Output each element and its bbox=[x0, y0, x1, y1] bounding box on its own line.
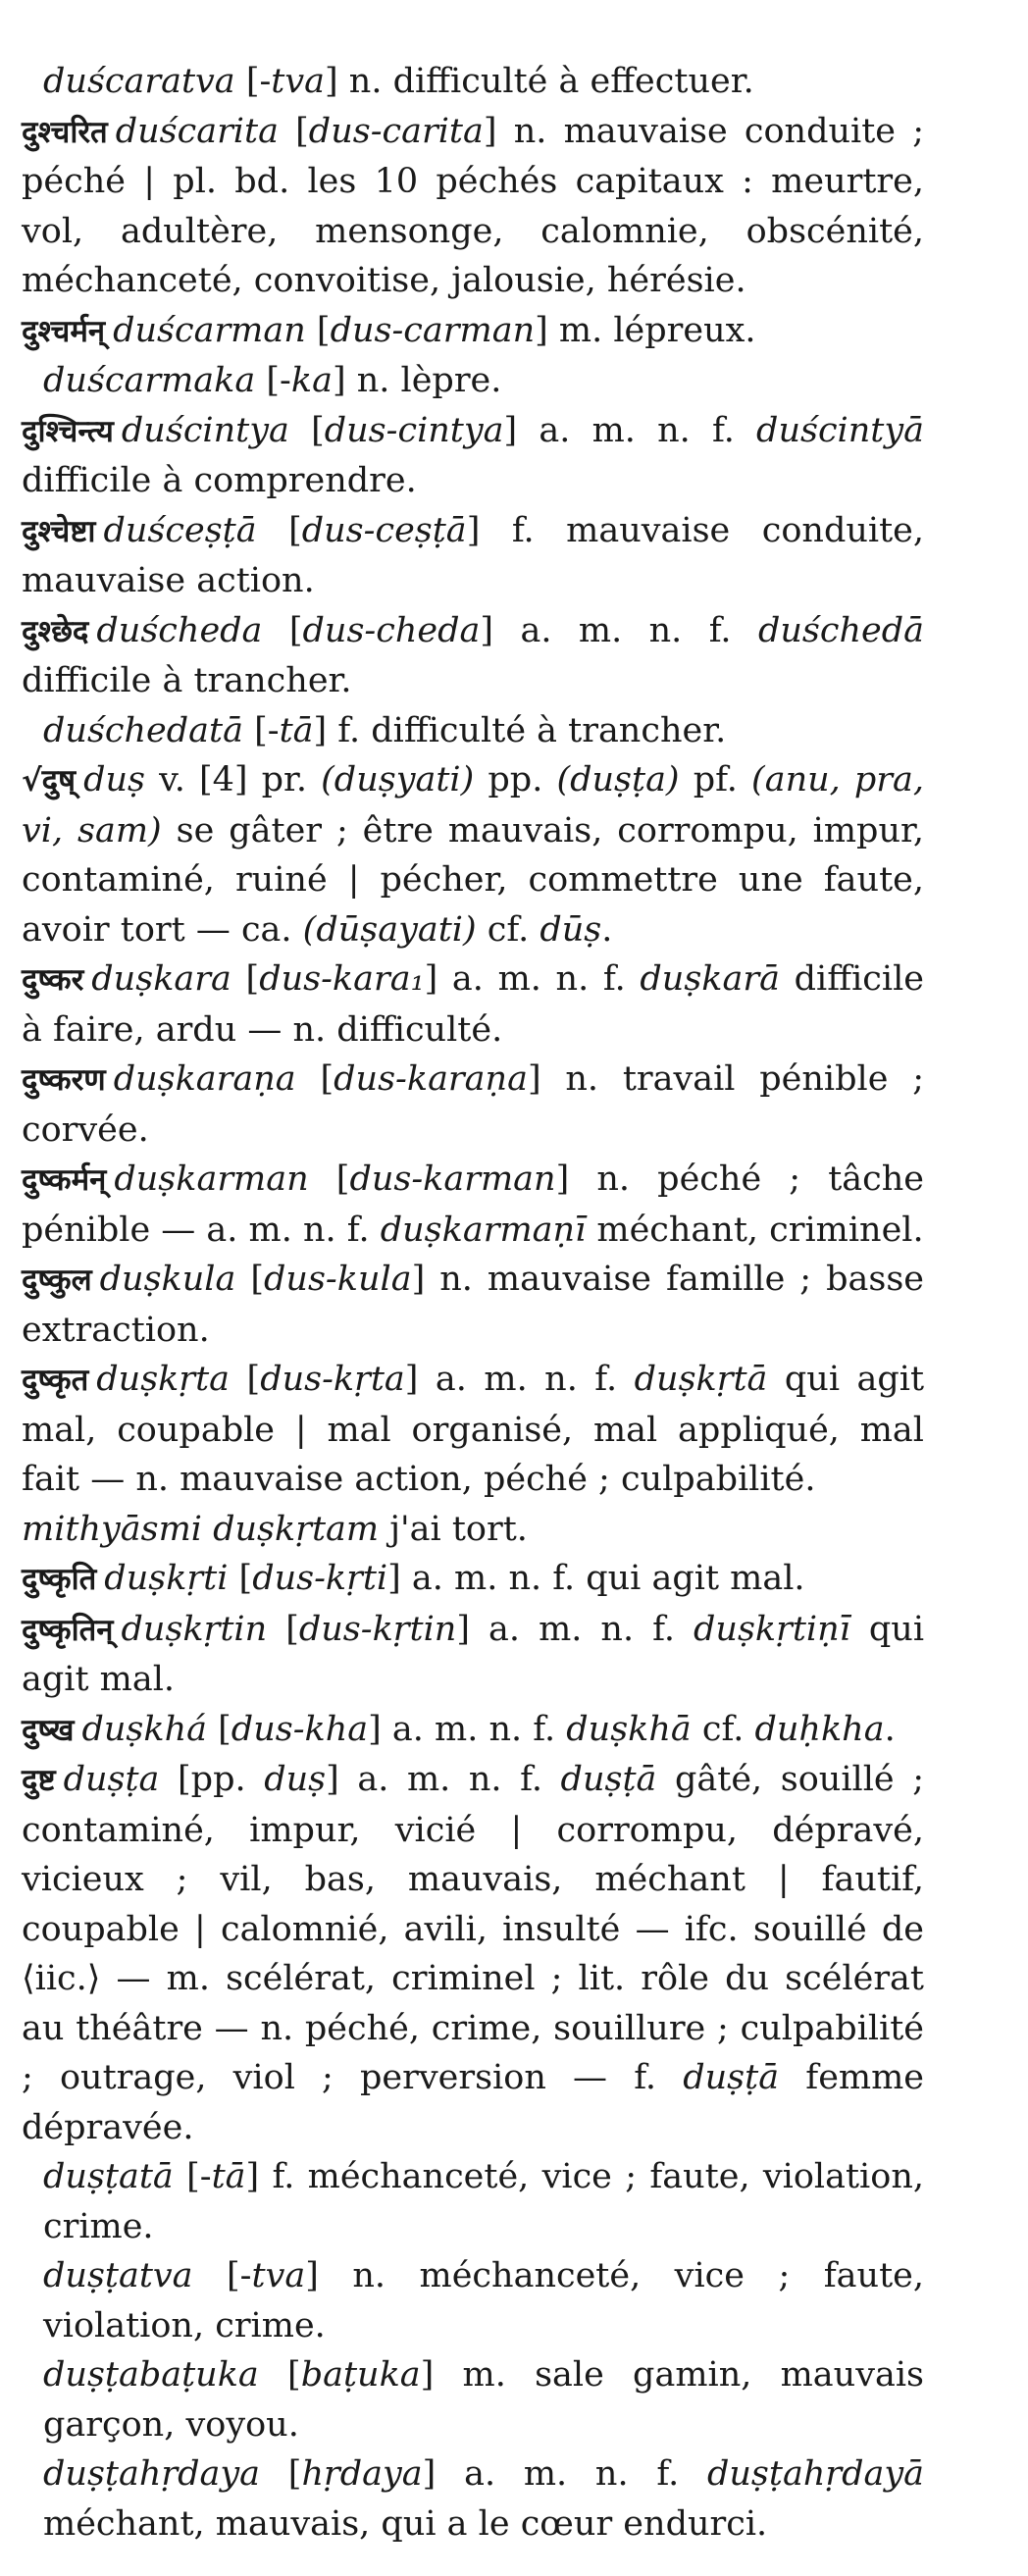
devanagari-headword: दुष्कृतिन् bbox=[22, 1612, 114, 1648]
sub-entry bbox=[22, 706, 924, 756]
italic-term: duṣṭatā bbox=[43, 2157, 174, 2196]
italic-term: dus-kṛta bbox=[260, 1360, 405, 1399]
sub-entry bbox=[22, 2449, 924, 2549]
sub-entry bbox=[22, 356, 924, 406]
italic-term: duḥkha bbox=[754, 1709, 885, 1749]
italic-term: (duṣyati) bbox=[321, 760, 475, 799]
definition-text: méchant, criminel. bbox=[586, 1210, 924, 1250]
dictionary-entry bbox=[22, 954, 924, 1055]
italic-term: baṭuka bbox=[300, 2355, 421, 2395]
italic-term: duṣkṛtiṇī bbox=[694, 1609, 850, 1649]
italic-term: duṣṭahṛdaya bbox=[43, 2454, 261, 2494]
sub-entry bbox=[22, 2350, 924, 2449]
definition-text: [ bbox=[207, 1709, 231, 1749]
definition-text: ] n. mauvaise conduite ; péché | pl. bd. les 10 péchés capitaux : meurtre, vol, adultère, mensonge, calomnie, obscénité, méchanceté, convoitise, jalousie, hérésie. bbox=[22, 111, 925, 300]
italic-term: tva bbox=[271, 62, 326, 101]
definition-text: [ bbox=[295, 1059, 334, 1099]
italic-term: dus-carita bbox=[308, 111, 484, 151]
italic-term: tā bbox=[279, 710, 314, 750]
devanagari-headword: दुष्कर bbox=[22, 962, 84, 998]
definition-text: [- bbox=[234, 62, 272, 101]
italic-term: dus-ceṣṭā bbox=[301, 510, 467, 550]
dictionary-entry bbox=[22, 506, 924, 606]
definition-text: ] f. mauvaise conduite, mauvaise action. bbox=[22, 510, 924, 600]
definition-text: [ bbox=[267, 1609, 299, 1649]
italic-term: ka bbox=[290, 361, 333, 400]
italic-term: dus-karaṇa bbox=[334, 1059, 528, 1099]
italic-term: duṣkarā bbox=[640, 959, 780, 999]
definition-text: qui agit mal, coupable | mal organisé, mal appliqué, mal fait — n. mauvaise action, péché ; culpabilité. bbox=[22, 1360, 925, 1499]
definition-text: j'ai tort. bbox=[379, 1509, 528, 1549]
italic-term: duṣṭā bbox=[683, 2058, 780, 2097]
italic-term: duṣkaraṇa bbox=[113, 1059, 296, 1099]
definition-text: qui agit mal. bbox=[22, 1609, 925, 1699]
devanagari-headword: दुष्कृति bbox=[22, 1562, 97, 1597]
italic-term: dus-cheda bbox=[302, 610, 481, 650]
devanagari-headword: दुश्चरित bbox=[22, 114, 108, 150]
definition-text: difficile à comprendre. bbox=[22, 461, 417, 500]
devanagari-headword: दुष्कर्मन् bbox=[22, 1162, 107, 1198]
dictionary-entry bbox=[22, 755, 924, 954]
italic-term: dus-carman bbox=[330, 310, 536, 350]
dictionary-entry bbox=[22, 306, 924, 357]
italic-term: duṣkṛtā bbox=[634, 1360, 768, 1399]
definition-text: ] a. m. n. f. bbox=[424, 959, 641, 999]
italic-term: duśceṣṭā bbox=[103, 510, 257, 550]
dictionary-entry bbox=[22, 1355, 924, 1505]
italic-term: dus-cintya bbox=[324, 410, 504, 450]
sub-entry bbox=[22, 2152, 924, 2251]
dictionary-entry bbox=[22, 606, 924, 706]
definition-text: [- bbox=[242, 710, 280, 750]
definition-text: [ bbox=[230, 1360, 261, 1399]
definition-text: [pp. bbox=[159, 1760, 265, 1799]
italic-term: duścintya bbox=[121, 410, 289, 450]
italic-term: duṣṭatva bbox=[43, 2256, 193, 2295]
definition-text: [ bbox=[305, 310, 331, 350]
italic-term: duṣkarmaṇī bbox=[380, 1210, 587, 1250]
definition-text: [ bbox=[278, 111, 309, 151]
definition-text: [ bbox=[235, 1260, 265, 1299]
italic-term: tva bbox=[251, 2256, 306, 2295]
devanagari-headword: दुश्छेद bbox=[22, 613, 89, 649]
devanagari-headword: √दुष् bbox=[22, 763, 77, 799]
italic-term: duṣ bbox=[264, 1760, 327, 1799]
definition-text: [ bbox=[231, 959, 260, 999]
italic-term: (dūṣayati) bbox=[302, 909, 477, 950]
italic-term: dus-kula bbox=[264, 1260, 412, 1299]
dictionary-entry bbox=[22, 1755, 924, 2152]
definition-text: [- bbox=[255, 361, 291, 400]
italic-term: duścarmaka bbox=[43, 361, 256, 400]
italic-term: duṣkhā bbox=[566, 1709, 692, 1749]
dictionary-entry bbox=[22, 1155, 924, 1255]
devanagari-headword: दुष्कुल bbox=[22, 1262, 92, 1298]
definition-text: [- bbox=[173, 2157, 212, 2196]
sub-entry bbox=[22, 2251, 924, 2350]
italic-term: (anu, pra, vi, sam) bbox=[22, 760, 925, 850]
devanagari-headword: दुष्कृत bbox=[22, 1363, 89, 1398]
italic-term: duṣṭā bbox=[560, 1760, 657, 1799]
devanagari-headword: दुश्चर्मन् bbox=[22, 313, 106, 349]
definition-text: ] f. méchanceté, vice ; faute, violation, crime. bbox=[43, 2157, 924, 2246]
italic-term: mithyāsmi duṣkṛtam bbox=[22, 1509, 380, 1549]
definition-text: ] a. m. n. f. bbox=[456, 1609, 694, 1649]
definition-text: difficile à faire, ardu — n. difficulté. bbox=[22, 959, 924, 1050]
definition-text: ] a. m. n. f. bbox=[368, 1709, 567, 1749]
italic-term: dus-kara₁ bbox=[259, 959, 425, 999]
definition-text: ] n. lèpre. bbox=[332, 361, 502, 400]
definition-text: ] n. méchanceté, vice ; faute, violation, crime. bbox=[43, 2256, 924, 2345]
dictionary-entry bbox=[22, 406, 924, 506]
italic-term: dus-kṛtin bbox=[298, 1609, 457, 1649]
devanagari-headword: दुष्करण bbox=[22, 1062, 106, 1098]
italic-term: duṣkṛtin bbox=[121, 1609, 268, 1649]
definition-text: [ bbox=[260, 2454, 302, 2494]
italic-term: tā bbox=[211, 2157, 246, 2196]
definition-text: [ bbox=[228, 1559, 253, 1598]
devanagari-headword: दुष्ख bbox=[22, 1712, 75, 1748]
definition-text: ] a. m. n. f. bbox=[503, 410, 757, 450]
definition-text: femme dépravée. bbox=[22, 2058, 924, 2147]
definition-text: pp. bbox=[474, 760, 557, 799]
definition-text: cf. bbox=[476, 909, 540, 950]
definition-text: [ bbox=[288, 410, 325, 450]
italic-term: (duṣṭa) bbox=[556, 760, 680, 799]
italic-term: duṣṭa bbox=[63, 1760, 160, 1799]
definition-text: ] n. péché ; tâche pénible — a. m. n. f. bbox=[22, 1159, 924, 1250]
definition-text: ] a. m. n. f. bbox=[404, 1360, 635, 1399]
italic-term: duṣṭabaṭuka bbox=[43, 2355, 259, 2395]
definition-text: ] n. difficulté à effectuer. bbox=[325, 62, 754, 101]
sub-entry bbox=[22, 57, 924, 107]
definition-text: ] m. sale gamin, mauvais garçon, voyou. bbox=[43, 2355, 924, 2445]
definition-text: ] m. lépreux. bbox=[535, 310, 756, 350]
definition-text: . bbox=[601, 909, 613, 950]
italic-term: duṣkhá bbox=[81, 1709, 208, 1749]
definition-text: cf. bbox=[691, 1709, 755, 1749]
definition-text: [- bbox=[192, 2256, 252, 2295]
definition-text: [ bbox=[262, 610, 303, 650]
definition-text: méchant, mauvais, qui a le cœur endurci. bbox=[43, 2503, 768, 2544]
definition-text: se gâter ; être mauvais, corrompu, impur, contaminé, ruiné | pécher, commettre une faute, avoir tort — ca. bbox=[22, 810, 925, 950]
italic-term: duścaratva bbox=[43, 62, 235, 101]
definition-text: [ bbox=[308, 1159, 350, 1199]
italic-term: duṣkara bbox=[91, 959, 231, 999]
definition-text: ] a. m. n. f. bbox=[480, 610, 758, 650]
italic-term: duṣkarman bbox=[114, 1159, 309, 1199]
dictionary-entry bbox=[22, 107, 924, 306]
definition-text: [ bbox=[258, 2355, 301, 2395]
example-phrase bbox=[22, 1505, 924, 1555]
italic-term: duṣkṛta bbox=[96, 1360, 231, 1399]
italic-term: duṣ bbox=[83, 760, 145, 799]
definition-text: ] n. mauvaise famille ; basse extraction. bbox=[22, 1260, 925, 1350]
italic-term: dus-kha bbox=[231, 1709, 369, 1749]
definition-text: ] f. difficulté à trancher. bbox=[313, 710, 727, 750]
italic-term: duṣkula bbox=[99, 1260, 236, 1299]
italic-term: duścintyā bbox=[756, 410, 924, 450]
italic-term: duṣkṛti bbox=[104, 1559, 229, 1598]
devanagari-headword: दुश्चेष्टा bbox=[22, 513, 96, 549]
definition-text: . bbox=[884, 1709, 896, 1749]
definition-text: v. [4] pr. bbox=[144, 760, 322, 799]
definition-text: difficile à trancher. bbox=[22, 661, 352, 700]
definition-text: pf. bbox=[679, 760, 752, 799]
italic-term: duścarman bbox=[113, 310, 306, 350]
definition-text: ] a. m. n. f. bbox=[422, 2454, 707, 2494]
dictionary-entry bbox=[22, 1605, 924, 1705]
italic-term: hṛdaya bbox=[301, 2454, 423, 2494]
italic-term: duśchedatā bbox=[43, 710, 243, 750]
definition-text: ] n. travail pénible ; corvée. bbox=[22, 1059, 924, 1150]
italic-term: dūṣ bbox=[540, 909, 602, 950]
dictionary-entry bbox=[22, 1255, 924, 1355]
italic-term: duścheda bbox=[96, 610, 263, 650]
definition-text: ] a. m. n. f. bbox=[326, 1760, 561, 1799]
definition-text: gâté, souillé ; contaminé, impur, vicié | corrompu, dépravé, vicieux ; vil, bas, mauvais, méchant | fautif, coupable | calomnié, avili, insulté — ifc. souillé de ⟨iic.⟩ — m. scélérat, criminel ; lit. rôle du scélérat au théâtre — n. péché, crime, souillure ; culpabilité ; outrage, viol ; perversion — f. bbox=[22, 1760, 924, 2097]
italic-term: duṣṭahṛdayā bbox=[706, 2454, 925, 2494]
italic-term: duścarita bbox=[115, 111, 279, 151]
dictionary-entry bbox=[22, 1705, 924, 1756]
italic-term: dus-kṛti bbox=[252, 1559, 388, 1598]
italic-term: dus-karman bbox=[349, 1159, 556, 1199]
dictionary-entry bbox=[22, 1554, 924, 1605]
italic-term: duśchedā bbox=[757, 610, 924, 650]
definition-text: ] a. m. n. f. qui agit mal. bbox=[387, 1559, 805, 1598]
devanagari-headword: दुष्ट bbox=[22, 1763, 56, 1798]
definition-text: [ bbox=[256, 510, 302, 550]
devanagari-headword: दुश्चिन्त्य bbox=[22, 413, 114, 449]
dictionary-entry bbox=[22, 1055, 924, 1155]
